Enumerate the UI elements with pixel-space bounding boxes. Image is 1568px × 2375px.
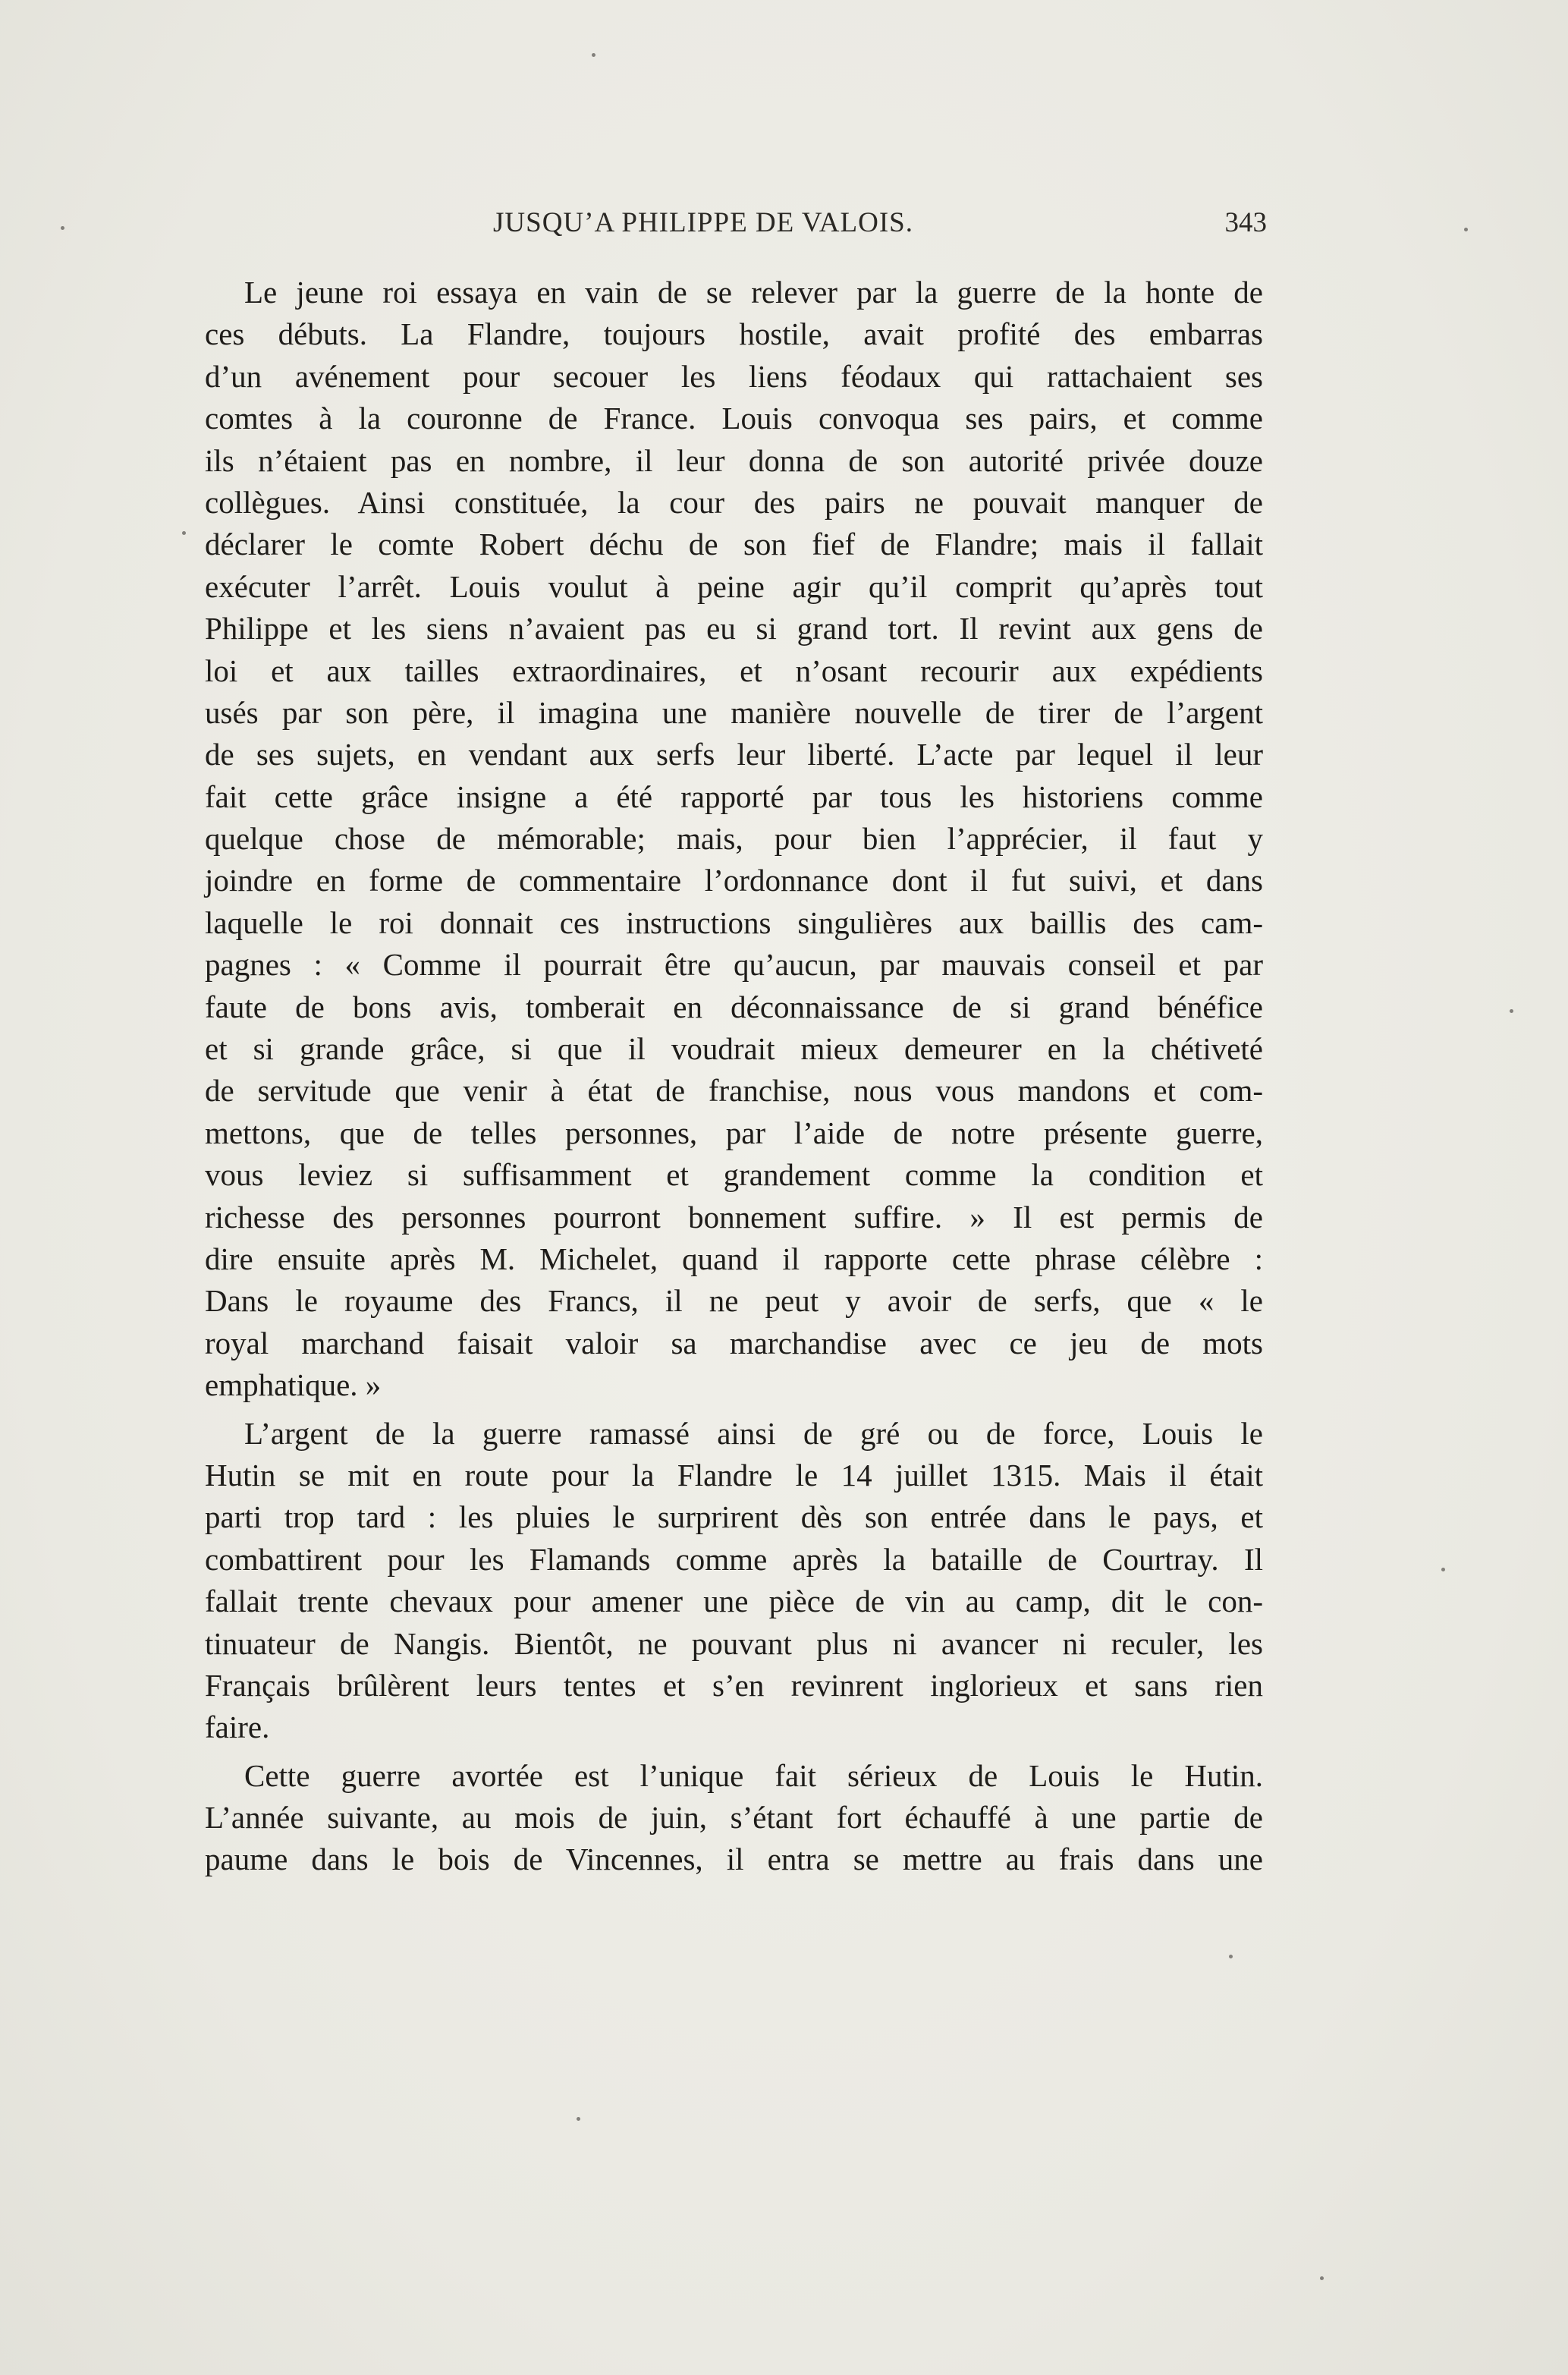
paragraph-gap <box>205 1749 1263 1755</box>
paragraph-gap <box>205 1407 1263 1413</box>
text-line: ces débuts. La Flandre, toujours hostile, avait profité des embarras <box>205 316 1263 352</box>
text-line: de servitude que venir à état de franchise, nous vous mandons et com- <box>205 1073 1263 1109</box>
paragraph-3 <box>205 1755 1263 1881</box>
text-line: Cette guerre avortée est l’unique fait sérieux de Louis le Hutin. <box>244 1757 1263 1793</box>
text-line: dire ensuite après M. Michelet, quand il rapporte cette phrase célèbre : <box>205 1241 1263 1276</box>
paper-speck <box>577 2117 580 2121</box>
text-line: ils n’étaient pas en nombre, il leur donna de son autorité privée douze <box>205 442 1263 478</box>
paper-speck <box>1320 2276 1324 2280</box>
text-line: faire. <box>205 1710 270 1745</box>
text-line: tinuateur de Nangis. Bientôt, ne pouvant plus ni avancer ni reculer, les <box>205 1625 1263 1661</box>
paper-speck <box>592 53 595 57</box>
text-line: exécuter l’arrêt. Louis voulut à peine agir qu’il comprit qu’après tout <box>205 568 1263 604</box>
text-line: mettons, que de telles personnes, par l’aide de notre présente guerre, <box>205 1115 1263 1150</box>
text-line: pagnes : « Comme il pourrait être qu’aucun, par mauvais conseil et par <box>205 947 1263 983</box>
text-line: Français brûlèrent leurs tentes et s’en revinrent inglorieux et sans rien <box>205 1667 1263 1703</box>
paper-speck <box>61 226 64 230</box>
text-line: quelque chose de mémorable; mais, pour bien l’apprécier, il faut y <box>205 821 1263 857</box>
text-line: richesse des personnes pourront bonnement suffire. » Il est permis de <box>205 1199 1263 1235</box>
paper-speck <box>182 531 186 535</box>
text-line: Le jeune roi essaya en vain de se relever par la guerre de la honte de <box>244 275 1263 310</box>
text-line: Dans le royaume des Francs, il ne peut y avoir de serfs, que « le <box>205 1283 1263 1319</box>
page-number: 343 <box>1224 207 1267 238</box>
text-line: comtes à la couronne de France. Louis convoqua ses pairs, et comme <box>205 401 1263 436</box>
text-line: faute de bons avis, tomberait en déconnaissance de si grand bénéfice <box>205 989 1263 1024</box>
text-line: et si grande grâce, si que il voudrait mieux demeurer en la chétiveté <box>205 1031 1263 1067</box>
text-line: L’année suivante, au mois de juin, s’étant fort échauffé à une partie de <box>205 1800 1263 1836</box>
text-line: déclarer le comte Robert déchu de son fief de Flandre; mais il fallait <box>205 527 1263 562</box>
page-header <box>205 206 1267 244</box>
body-text <box>205 272 1263 1881</box>
text-line: joindre en forme de commentaire l’ordonnance dont il fut suivi, et dans <box>205 863 1263 898</box>
text-line: fallait trente chevaux pour amener une pièce de vin au camp, dit le con- <box>205 1584 1263 1619</box>
text-line: vous leviez si suffisamment et grandement comme la condition et <box>205 1157 1263 1193</box>
text-line: combattirent pour les Flamands comme après la bataille de Courtray. Il <box>205 1541 1263 1577</box>
text-line: L’argent de la guerre ramassé ainsi de gré ou de force, Louis le <box>244 1415 1263 1451</box>
paper-speck <box>1441 1568 1445 1571</box>
text-line: fait cette grâce insigne a été rapporté par tous les historiens comme <box>205 779 1263 814</box>
paragraph-1 <box>205 272 1263 1407</box>
paper-speck <box>1464 228 1468 231</box>
text-line: usés par son père, il imagina une manière nouvelle de tirer de l’argent <box>205 694 1263 730</box>
text-line: paume dans le bois de Vincennes, il entra se mettre au frais dans une <box>205 1842 1263 1877</box>
text-line: collègues. Ainsi constituée, la cour des pairs ne pouvait manquer de <box>205 484 1263 520</box>
paper-speck <box>1229 1955 1233 1958</box>
text-line: emphatique. » <box>205 1367 382 1403</box>
text-line: parti trop tard : les pluies le surprirent dès son entrée dans le pays, et <box>205 1499 1263 1535</box>
text-line: de ses sujets, en vendant aux serfs leur liberté. L’acte par lequel il leur <box>205 737 1263 772</box>
text-line: Hutin se mit en route pour la Flandre le 14 juillet 1315. Mais il était <box>205 1457 1263 1493</box>
text-line: laquelle le roi donnait ces instructions singulières aux baillis des cam- <box>205 904 1263 940</box>
paper-speck <box>1510 1009 1513 1013</box>
text-line: loi et aux tailles extraordinaires, et n’osant recourir aux expédients <box>205 653 1263 688</box>
text-line: royal marchand faisait valoir sa marchandise avec ce jeu de mots <box>205 1325 1263 1361</box>
text-line: Philippe et les siens n’avaient pas eu si grand tort. Il revint aux gens de <box>205 611 1263 646</box>
paragraph-2 <box>205 1413 1263 1749</box>
running-title: JUSQU’A PHILIPPE DE VALOIS. <box>493 207 913 238</box>
text-line: d’un avénement pour secouer les liens féodaux qui rattachaient ses <box>205 358 1263 394</box>
